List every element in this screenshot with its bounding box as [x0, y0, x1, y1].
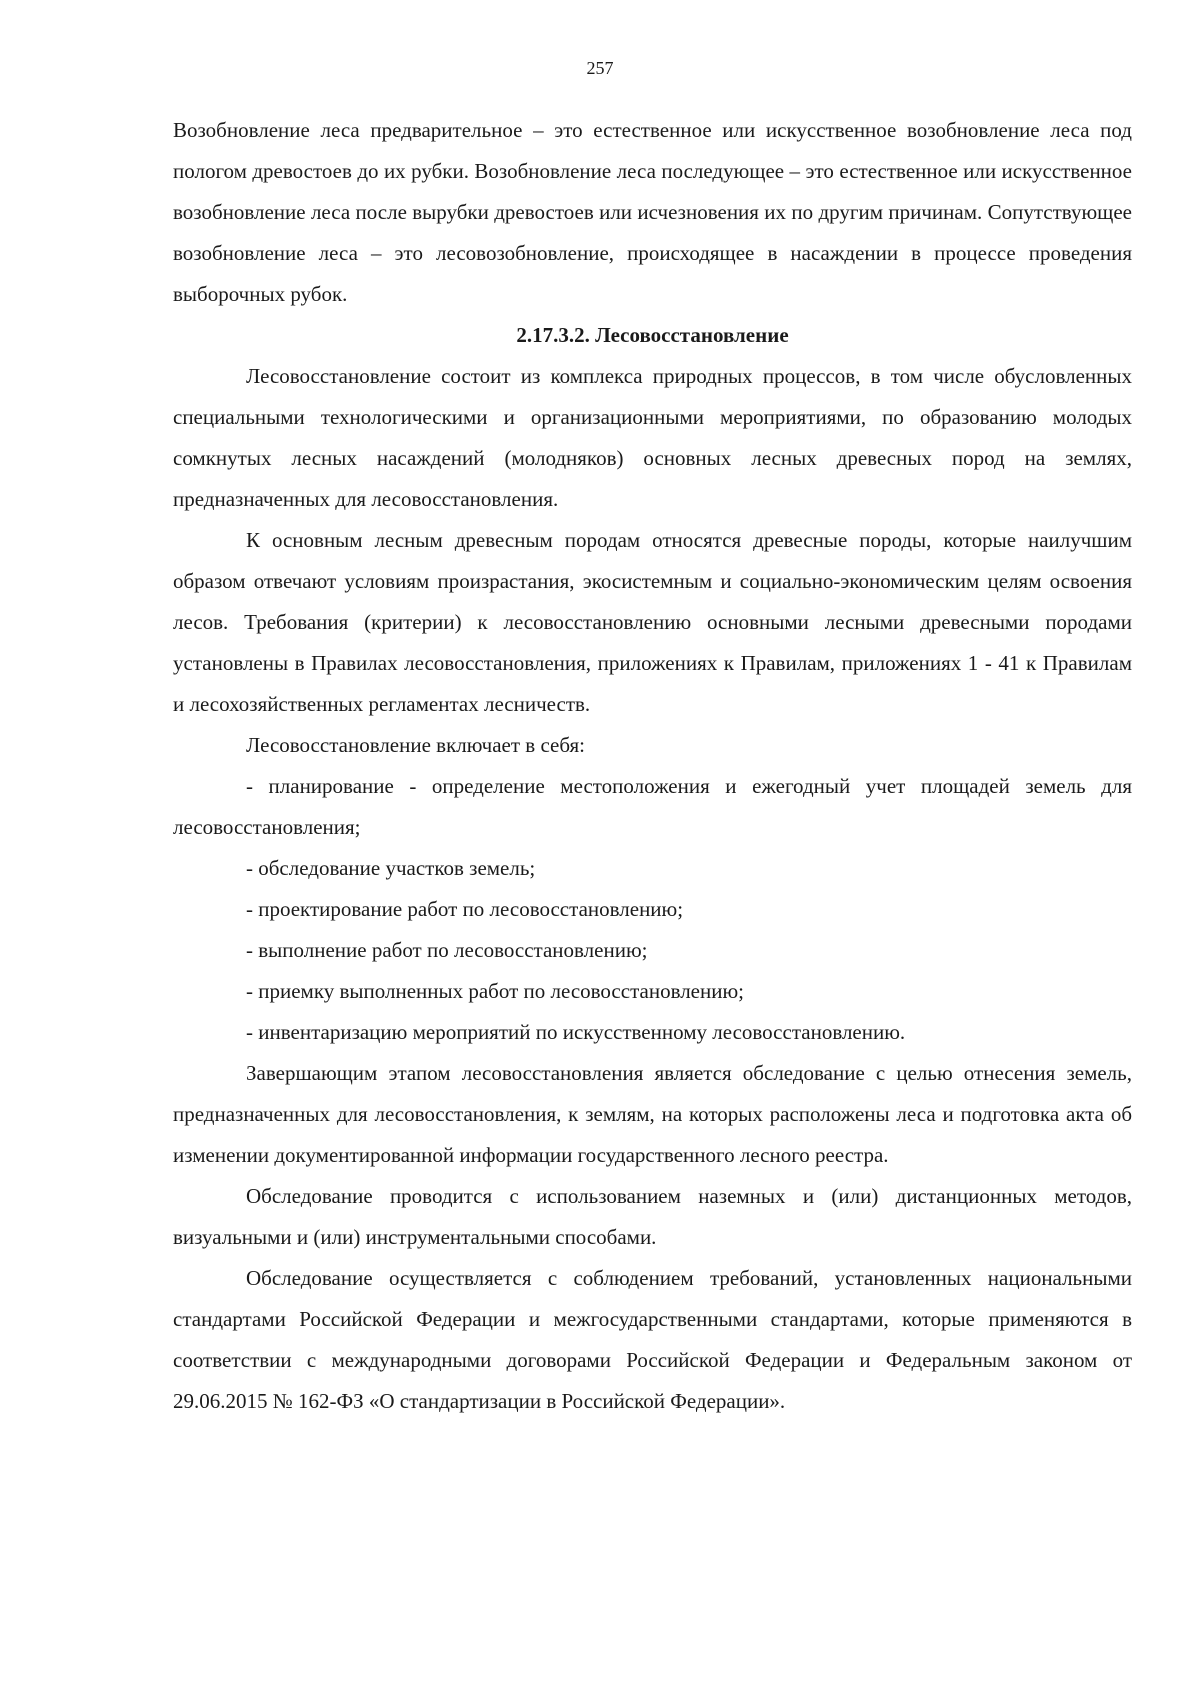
- list-item: - приемку выполненных работ по лесовосстановлению;: [246, 979, 745, 1003]
- paragraph: Завершающим этапом лесовосстановления является обследование с целью отнесения земель, предназначенных для лесовосстановления, к землям, на которых расположены леса и подготовка акта об изменении документированной информации государственного лесного реестра.: [173, 1061, 1132, 1167]
- list-item: - выполнение работ по лесовосстановлению;: [246, 938, 648, 962]
- page-content: [173, 110, 1132, 1422]
- paragraph: Обследование проводится с использованием наземных и (или) дистанционных методов, визуальными и (или) инструментальными способами.: [173, 1184, 1132, 1249]
- list-item: - проектирование работ по лесовосстановлению;: [246, 897, 684, 921]
- paragraph: Лесовосстановление включает в себя:: [246, 733, 586, 757]
- paragraph: Лесовосстановление состоит из комплекса природных процессов, в том числе обусловленных специальными технологическими и организационными мероприятиями, по образованию молодых сомкнутых лесных насаждений (молодняков) основных лесных древесных пород на землях, предназначенных для лесовосстановления.: [173, 364, 1132, 511]
- paragraph: К основным лесным древесным породам относятся древесные породы, которые наилучшим образом отвечают условиям произрастания, экосистемным и социально-экономическим целям освоения лесов. Требования (критерии) к лесовосстановлению основными лесными древесными породами установлены в Правилах лесовосстановления, приложениях к Правилам, приложениях 1 - 41 к Правилам и лесохозяйственных регламентах лесничеств.: [173, 528, 1132, 716]
- paragraph: Обследование осуществляется с соблюдением требований, установленных национальными стандартами Российской Федерации и межгосударственными стандартами, которые применяются в соответствии с международными договорами Российской Федерации и Федеральным законом от 29.06.2015 № 162-ФЗ «О стандартизации в Российской Федерации».: [173, 1266, 1132, 1413]
- list-item: - обследование участков земель;: [246, 856, 536, 880]
- page-number: 257: [586, 58, 614, 78]
- list-item: - планирование - определение местоположения и ежегодный учет площадей земель для лесовосстановления;: [173, 774, 1132, 839]
- list-item: - инвентаризацию мероприятий по искусственному лесовосстановлению.: [246, 1020, 906, 1044]
- paragraph-intro: Возобновление леса предварительное – это естественное или искусственное возобновление леса под пологом древостоев до их рубки. Возобновление леса последующее – это естественное или искусственное возобновление леса после вырубки древостоев или исчезновения их по другим причинам. Сопутствующее возобновление леса – это лесовозобновление, происходящее в насаждении в процессе проведения выборочных рубок.: [173, 118, 1132, 306]
- section-heading: 2.17.3.2. Лесовосстановление: [516, 323, 789, 347]
